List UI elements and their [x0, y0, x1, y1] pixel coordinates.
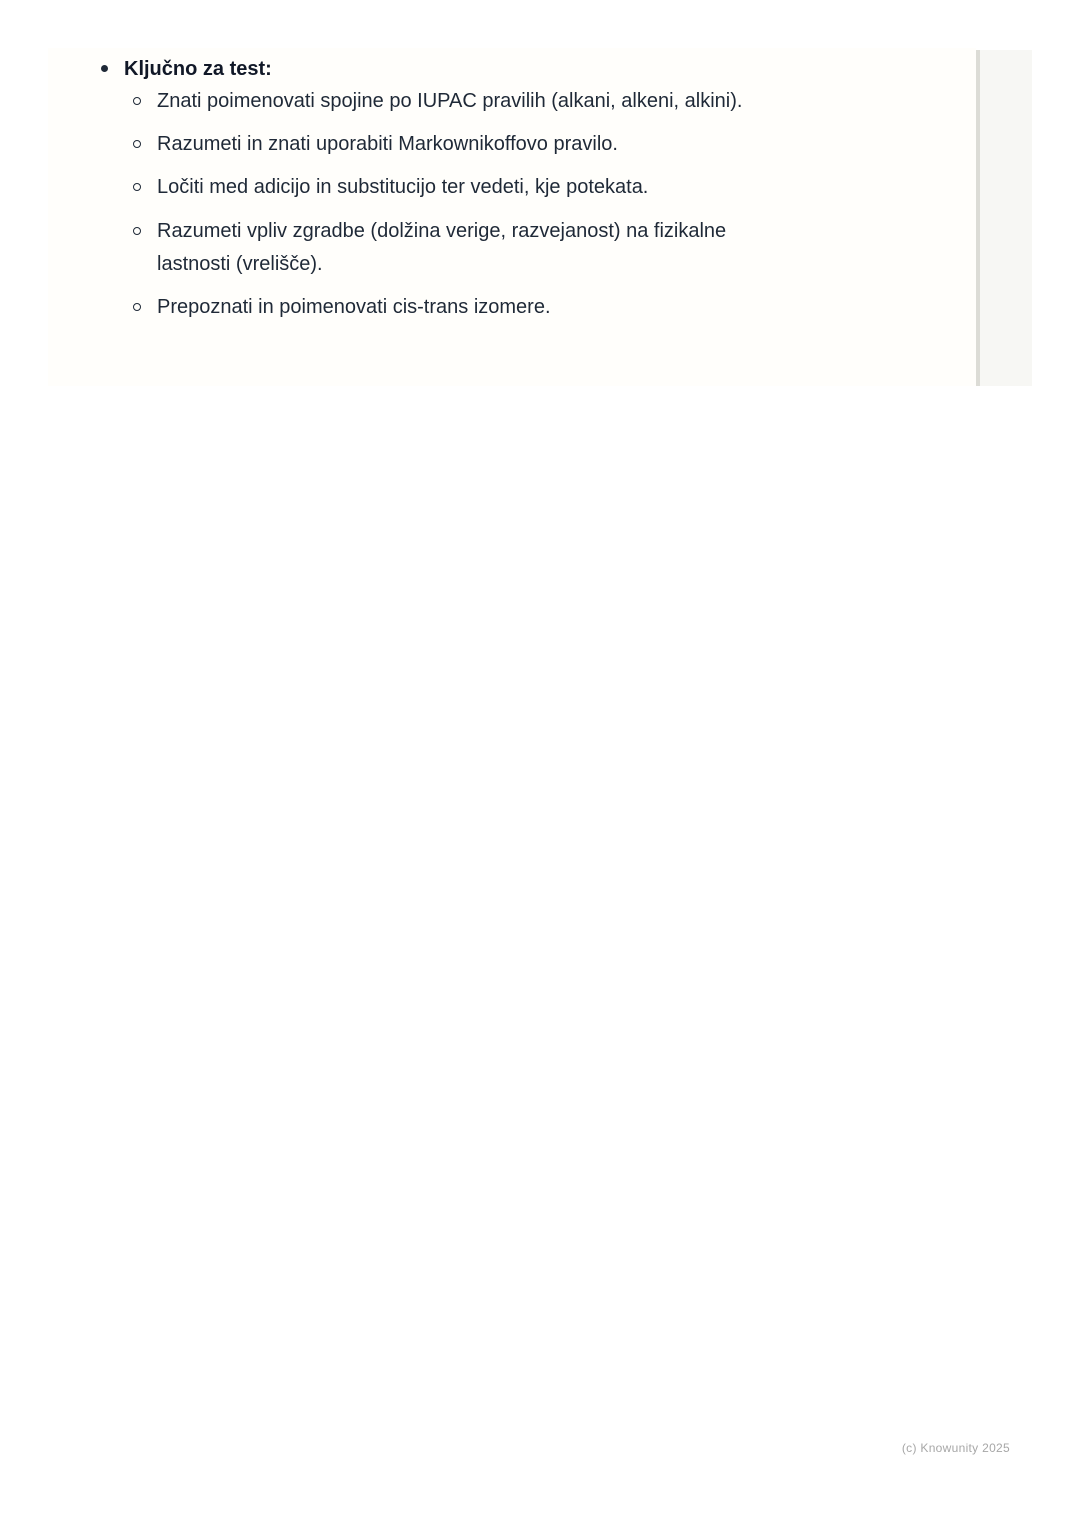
- list-item: [157, 291, 797, 324]
- side-panel: [976, 50, 1032, 386]
- copyright-footer: (c) Knowunity 2025: [901, 1441, 1010, 1455]
- circle-bullet-icon: [133, 97, 141, 105]
- list-item-text: Znati poimenovati spojine po IUPAC pravilih (alkani, alkeni, alkini).: [157, 90, 743, 112]
- section-heading: Ključno za test:: [124, 58, 272, 80]
- list-item-text: Razumeti vpliv zgradbe (dolžina verige, razvejanost) na fizikalne lastnosti (vrelišče).: [157, 220, 727, 275]
- list-item: [157, 128, 797, 161]
- list-item-text: Prepoznati in poimenovati cis-trans izomere.: [157, 296, 551, 318]
- bullet-icon: [101, 65, 108, 72]
- circle-bullet-icon: [133, 303, 141, 311]
- circle-bullet-icon: [133, 227, 141, 235]
- list-item-text: Ločiti med adicijo in substitucijo ter vedeti, kje potekata.: [157, 176, 649, 198]
- list-item: [157, 215, 797, 281]
- circle-bullet-icon: [133, 183, 141, 191]
- list-item: [157, 171, 797, 204]
- list-item-text: Razumeti in znati uporabiti Markownikoffovo pravilo.: [157, 133, 618, 155]
- list-item: [157, 85, 797, 118]
- circle-bullet-icon: [133, 140, 141, 148]
- note-panel: [48, 48, 976, 386]
